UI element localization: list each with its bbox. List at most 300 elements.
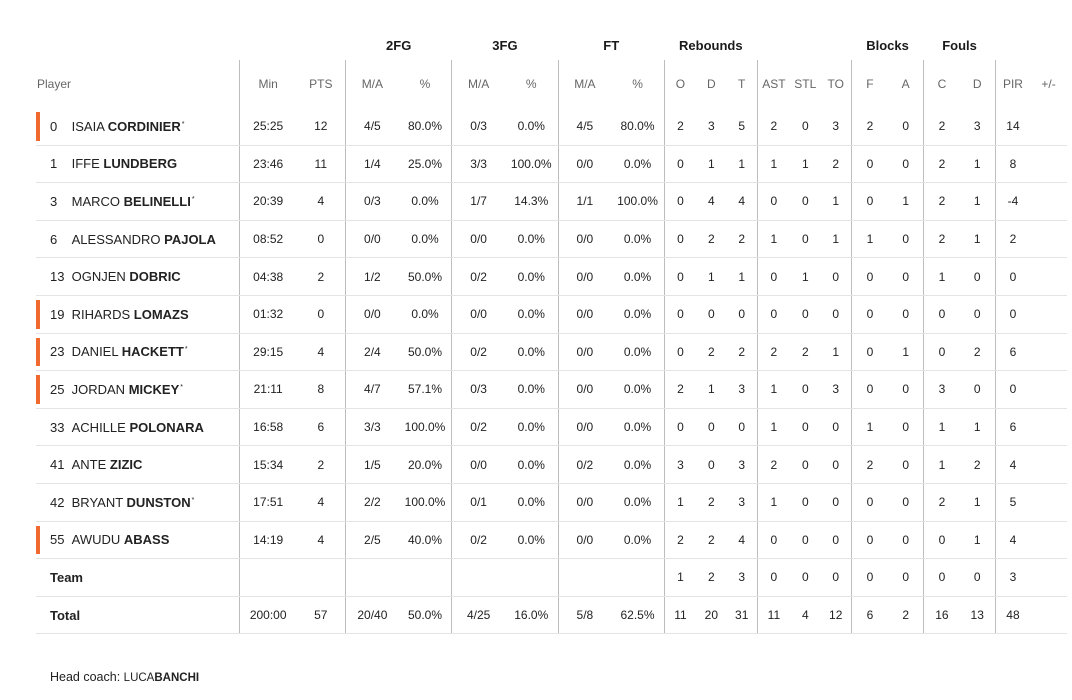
stat-ft-ma: 5/8 [558, 596, 611, 634]
stat-to: 1 [821, 183, 852, 221]
stat-fg2-ma: 2/5 [346, 521, 399, 559]
stat-reb-t: 2 [727, 333, 758, 371]
stat-foul-d: 1 [960, 220, 996, 258]
stat-fg3-ma: 0/3 [452, 371, 505, 409]
row-marker [36, 526, 40, 555]
stat-pir: 5 [995, 483, 1030, 521]
player-row [36, 258, 1067, 296]
total-row-label-cell [36, 596, 239, 634]
stat-fg3-pct: 0.0% [505, 333, 558, 371]
stat-fg3-pct: 0.0% [505, 108, 558, 145]
column-header-blk-a: A [901, 77, 910, 91]
stat-fg3-pct: 0.0% [505, 483, 558, 521]
stat-stl: 0 [790, 446, 821, 484]
player-number: 19 [50, 306, 65, 322]
player-first-name: RIHARDS [71, 306, 131, 322]
player-name[interactable] [36, 232, 216, 247]
box-score-body [36, 108, 1067, 634]
column-header-fg2-pct: % [419, 77, 431, 91]
player-last-name: CORDINIER [107, 118, 181, 134]
stat-pir: 0 [995, 371, 1030, 409]
column-header-min: Min [239, 60, 296, 108]
column-header-ft-pct: % [632, 77, 643, 91]
stat-blk-a: 0 [888, 559, 924, 597]
stat-fg3-ma: 4/25 [452, 596, 505, 634]
stat-ast: 1 [757, 145, 790, 183]
stat-min: 04:38 [239, 258, 296, 296]
stat-fg2-pct: 57.1% [399, 371, 452, 409]
stat-reb-t: 4 [727, 521, 758, 559]
starter-mark: * [180, 383, 183, 391]
stat-ft-pct: 0.0% [611, 258, 664, 296]
stat-pm [1030, 521, 1067, 559]
stat-fg3-pct [505, 559, 558, 597]
stat-pts [297, 559, 346, 597]
stat-pm [1030, 371, 1067, 409]
row-marker [36, 338, 40, 367]
group-header-3fg: 3FG [492, 37, 518, 53]
player-first-name: ACHILLE [71, 419, 126, 435]
stat-pts: 4 [297, 183, 346, 221]
stat-reb-t: 3 [727, 559, 758, 597]
starter-mark: * [181, 120, 185, 128]
stat-foul-c: 1 [924, 408, 960, 446]
player-row [36, 408, 1067, 446]
stat-pts: 2 [297, 446, 346, 484]
team-row [36, 559, 1067, 597]
total-row-label: Total [50, 607, 81, 623]
stat-reb-d: 3 [696, 108, 727, 145]
stat-fg3-ma: 0/3 [452, 108, 505, 145]
stat-ast: 2 [757, 333, 790, 371]
player-number: 33 [50, 419, 65, 435]
stat-to: 2 [821, 145, 852, 183]
stat-pir: 4 [995, 446, 1030, 484]
stat-reb-d: 0 [696, 408, 727, 446]
player-name[interactable] [36, 382, 183, 397]
group-header-blank [239, 30, 296, 60]
stat-foul-d: 2 [960, 446, 996, 484]
stat-blk-f: 0 [851, 559, 888, 597]
player-name[interactable] [36, 194, 195, 209]
column-header-pm: +/- [1041, 77, 1056, 91]
player-last-name: ABASS [123, 532, 170, 548]
stat-reb-o: 1 [664, 483, 696, 521]
player-number: 55 [50, 532, 65, 548]
stat-fg2-pct: 50.0% [399, 258, 452, 296]
stat-fg2-pct: 40.0% [399, 521, 452, 559]
player-row [36, 108, 1067, 145]
stat-stl: 0 [790, 295, 821, 333]
stat-reb-o: 0 [664, 145, 696, 183]
stat-foul-d: 1 [960, 145, 996, 183]
stat-ft-ma: 0/0 [558, 333, 611, 371]
stat-fg2-ma: 4/7 [346, 371, 399, 409]
stat-ft-pct: 80.0% [611, 108, 664, 145]
stat-pm [1030, 596, 1067, 634]
stat-ft-pct: 0.0% [611, 295, 664, 333]
stat-fg3-pct: 0.0% [505, 408, 558, 446]
stat-pm [1030, 108, 1067, 145]
column-header-reb-t: T [738, 77, 746, 91]
stat-reb-d: 2 [696, 220, 727, 258]
column-header-ast: AST [757, 60, 790, 108]
stat-to: 1 [821, 333, 852, 371]
head-coach-last-name: BANCHI [154, 672, 200, 684]
stat-fg3-pct: 0.0% [505, 446, 558, 484]
stat-reb-d: 0 [696, 446, 727, 484]
column-header-stl: STL [794, 77, 817, 91]
stat-reb-o: 2 [664, 371, 696, 409]
stat-foul-d: 1 [960, 521, 996, 559]
stat-pir: 48 [995, 596, 1030, 634]
stat-foul-c: 16 [924, 596, 960, 634]
stat-pm [1030, 220, 1067, 258]
stat-fg2-ma: 2/4 [346, 333, 399, 371]
stat-to: 1 [821, 220, 852, 258]
group-header-blocks: Blocks [866, 37, 909, 53]
stat-pm [1030, 559, 1067, 597]
player-first-name: ALESSANDRO [71, 231, 161, 247]
stat-reb-o: 3 [664, 446, 696, 484]
stat-blk-a: 0 [888, 371, 924, 409]
player-cell [36, 145, 239, 183]
player-last-name: LOMAZS [133, 306, 189, 322]
stat-ast: 11 [757, 596, 790, 634]
stat-min: 17:51 [239, 483, 296, 521]
column-header-fg3-pct: % [525, 77, 537, 91]
stat-reb-t: 0 [727, 408, 758, 446]
stat-fg3-pct: 0.0% [505, 258, 558, 296]
stat-pts: 4 [297, 333, 346, 371]
row-marker [36, 300, 40, 329]
stat-blk-f: 0 [851, 483, 888, 521]
starter-mark: * [184, 346, 188, 354]
column-header-reb-o: O [664, 60, 696, 108]
stat-foul-c: 0 [924, 559, 960, 597]
player-number: 6 [50, 231, 58, 247]
stat-pts: 12 [297, 108, 346, 145]
stat-fg3-ma [452, 559, 505, 597]
player-last-name: MICKEY [128, 381, 180, 397]
stat-blk-f: 0 [851, 183, 888, 221]
player-number: 25 [50, 381, 65, 397]
player-name[interactable] [36, 495, 194, 510]
stat-pir: 4 [995, 521, 1030, 559]
stat-ft-ma: 1/1 [558, 183, 611, 221]
player-number: 23 [50, 344, 65, 360]
stat-blk-f: 1 [851, 220, 888, 258]
stat-fg3-ma: 0/2 [452, 333, 505, 371]
stat-foul-d: 0 [960, 295, 996, 333]
stat-fg2-pct: 100.0% [399, 483, 452, 521]
player-number: 1 [50, 156, 58, 172]
stat-fg3-ma: 0/0 [452, 220, 505, 258]
player-number: 42 [50, 494, 65, 510]
stat-fg2-ma: 0/3 [346, 183, 399, 221]
stat-stl: 0 [790, 220, 821, 258]
player-last-name: HACKETT [121, 344, 184, 360]
stat-foul-c: 1 [924, 258, 960, 296]
stat-blk-f: 0 [851, 145, 888, 183]
stat-ast: 1 [757, 371, 790, 409]
stat-foul-d: 0 [960, 559, 996, 597]
stat-pts: 6 [297, 408, 346, 446]
stat-pir: 8 [995, 145, 1030, 183]
stat-fg2-ma: 4/5 [346, 108, 399, 145]
stat-min: 20:39 [239, 183, 296, 221]
stat-fg3-pct: 14.3% [505, 183, 558, 221]
stat-foul-c: 2 [924, 183, 960, 221]
player-name[interactable] [36, 269, 181, 284]
stat-blk-a: 2 [888, 596, 924, 634]
stat-foul-d: 13 [960, 596, 996, 634]
column-header-blk-f: F [851, 60, 888, 108]
stat-ft-ma: 0/0 [558, 408, 611, 446]
stat-pir: 14 [995, 108, 1030, 145]
starter-mark: * [191, 496, 195, 504]
stat-ast: 2 [757, 108, 790, 145]
stat-fg2-pct: 25.0% [399, 145, 452, 183]
player-first-name: DANIEL [71, 344, 119, 360]
stat-pir: 3 [995, 559, 1030, 597]
stat-ft-pct: 62.5% [611, 596, 664, 634]
player-cell [36, 333, 239, 371]
stat-min: 200:00 [239, 596, 296, 634]
stat-foul-d: 0 [960, 258, 996, 296]
stat-pts: 57 [297, 596, 346, 634]
stat-ft-pct: 100.0% [611, 183, 664, 221]
player-name[interactable] [36, 156, 177, 171]
stat-pm [1030, 333, 1067, 371]
stat-blk-f: 1 [851, 408, 888, 446]
stat-reb-t: 1 [727, 258, 758, 296]
stat-reb-o: 1 [664, 559, 696, 597]
player-name[interactable] [36, 420, 204, 435]
stat-fg3-ma: 0/0 [452, 295, 505, 333]
group-header-2fg: 2FG [386, 37, 412, 53]
stat-reb-d: 2 [696, 333, 727, 371]
stat-reb-o: 0 [664, 258, 696, 296]
column-header-foul-c: C [924, 60, 960, 108]
stat-reb-t: 1 [727, 145, 758, 183]
stat-fg2-pct: 0.0% [399, 295, 452, 333]
stat-foul-c: 3 [924, 371, 960, 409]
stat-pir: 6 [995, 408, 1030, 446]
stat-blk-a: 0 [888, 108, 924, 145]
stat-foul-c: 2 [924, 108, 960, 145]
stat-blk-a: 0 [888, 446, 924, 484]
stat-blk-a: 0 [888, 220, 924, 258]
group-header-ft: FT [603, 37, 620, 53]
player-name[interactable] [36, 119, 184, 134]
stat-ft-pct: 0.0% [611, 220, 664, 258]
column-header-foul-d: D [972, 77, 982, 91]
stat-blk-a: 1 [888, 333, 924, 371]
stat-foul-c: 0 [924, 521, 960, 559]
stat-pir: 0 [995, 295, 1030, 333]
stat-fg2-pct: 50.0% [399, 333, 452, 371]
stat-fg2-ma: 0/0 [346, 220, 399, 258]
group-header-row [36, 30, 1067, 60]
player-last-name: ZIZIC [109, 457, 143, 473]
stat-stl: 4 [790, 596, 821, 634]
group-header-blank [297, 30, 346, 60]
player-name[interactable] [36, 532, 169, 547]
stat-stl: 2 [790, 333, 821, 371]
player-cell [36, 295, 239, 333]
player-last-name: BELINELLI [123, 193, 191, 209]
stat-fg2-ma: 0/0 [346, 295, 399, 333]
team-row-label-cell [36, 559, 239, 597]
stat-reb-d: 4 [696, 183, 727, 221]
stat-fg3-ma: 3/3 [452, 145, 505, 183]
stat-blk-f: 0 [851, 371, 888, 409]
player-row [36, 220, 1067, 258]
stat-blk-a: 0 [888, 521, 924, 559]
stat-fg3-pct: 0.0% [505, 295, 558, 333]
player-first-name: BRYANT [71, 494, 123, 510]
player-name[interactable] [36, 457, 142, 472]
stat-foul-d: 2 [960, 333, 996, 371]
stat-foul-c: 2 [924, 220, 960, 258]
box-score-table [36, 30, 1067, 634]
stat-blk-f: 2 [851, 446, 888, 484]
stat-fg3-ma: 0/2 [452, 408, 505, 446]
stat-ft-ma: 0/0 [558, 371, 611, 409]
stat-reb-d: 1 [696, 371, 727, 409]
head-coach-first-name: LUCA [123, 672, 155, 684]
stat-fg3-ma: 0/0 [452, 446, 505, 484]
stat-min: 16:58 [239, 408, 296, 446]
player-row [36, 295, 1067, 333]
stat-reb-d: 20 [696, 596, 727, 634]
stat-fg2-ma: 20/40 [346, 596, 399, 634]
stat-ast: 2 [757, 446, 790, 484]
column-header-player: Player [37, 77, 72, 91]
stat-fg2-pct: 50.0% [399, 596, 452, 634]
player-first-name: ANTE [71, 457, 107, 473]
stat-to: 0 [821, 295, 852, 333]
stat-ast: 0 [757, 295, 790, 333]
stat-blk-f: 2 [851, 108, 888, 145]
stat-to: 0 [821, 559, 852, 597]
stat-fg2-pct: 0.0% [399, 183, 452, 221]
stat-blk-f: 0 [851, 295, 888, 333]
column-header-row [36, 60, 1067, 108]
stat-ft-ma: 0/0 [558, 220, 611, 258]
team-row-label: Team [50, 569, 83, 585]
stat-to: 0 [821, 258, 852, 296]
stat-ft-ma: 4/5 [558, 108, 611, 145]
row-marker [36, 112, 40, 141]
stat-pts: 4 [297, 521, 346, 559]
stat-fg2-ma: 1/5 [346, 446, 399, 484]
stat-reb-o: 0 [664, 295, 696, 333]
player-first-name: ISAIA [71, 118, 105, 134]
stat-foul-c: 2 [924, 145, 960, 183]
player-cell [36, 371, 239, 409]
stat-pm [1030, 145, 1067, 183]
stat-reb-o: 2 [664, 521, 696, 559]
player-first-name: AWUDU [71, 532, 121, 548]
player-first-name: JORDAN [71, 381, 126, 397]
stat-to: 0 [821, 483, 852, 521]
stat-to: 3 [821, 371, 852, 409]
stat-fg3-pct: 0.0% [505, 371, 558, 409]
stat-ft-ma: 0/0 [558, 145, 611, 183]
stat-pts: 0 [297, 220, 346, 258]
stat-ft-ma: 0/0 [558, 258, 611, 296]
column-header-fg2-ma: M/A [346, 60, 399, 108]
player-name[interactable] [36, 307, 189, 322]
stat-foul-d: 1 [960, 483, 996, 521]
stat-ast: 0 [757, 258, 790, 296]
stat-min: 08:52 [239, 220, 296, 258]
stat-ft-pct: 0.0% [611, 333, 664, 371]
player-row [36, 333, 1067, 371]
stat-stl: 0 [790, 559, 821, 597]
player-cell [36, 521, 239, 559]
stat-ast: 0 [757, 559, 790, 597]
stat-reb-d: 2 [696, 521, 727, 559]
stat-pir: -4 [995, 183, 1030, 221]
stat-fg2-ma [346, 559, 399, 597]
stat-fg2-ma: 3/3 [346, 408, 399, 446]
stat-ft-ma [558, 559, 611, 597]
stat-pts: 4 [297, 483, 346, 521]
stat-min: 23:46 [239, 145, 296, 183]
player-row [36, 521, 1067, 559]
stat-pm [1030, 483, 1067, 521]
stat-pm [1030, 446, 1067, 484]
stat-to: 3 [821, 108, 852, 145]
stat-foul-d: 0 [960, 371, 996, 409]
stat-reb-t: 3 [727, 483, 758, 521]
player-last-name: LUNDBERG [103, 156, 178, 172]
stat-ft-pct [611, 559, 664, 597]
stat-ft-pct: 0.0% [611, 371, 664, 409]
player-row [36, 183, 1067, 221]
group-header-fouls: Fouls [942, 37, 977, 53]
player-name[interactable] [36, 344, 188, 359]
player-cell [36, 108, 239, 145]
stat-reb-d: 0 [696, 295, 727, 333]
stat-reb-d: 2 [696, 483, 727, 521]
stat-stl: 0 [790, 408, 821, 446]
player-number: 41 [50, 457, 65, 473]
stat-ast: 0 [757, 521, 790, 559]
stat-ast: 1 [757, 408, 790, 446]
player-last-name: POLONARA [129, 419, 204, 435]
stat-fg3-ma: 0/2 [452, 521, 505, 559]
player-row [36, 483, 1067, 521]
stat-ft-ma: 0/0 [558, 295, 611, 333]
stat-fg2-ma: 1/4 [346, 145, 399, 183]
stat-foul-d: 1 [960, 408, 996, 446]
stat-to: 12 [821, 596, 852, 634]
stat-fg3-pct: 0.0% [505, 521, 558, 559]
stat-fg3-ma: 0/1 [452, 483, 505, 521]
stat-to: 0 [821, 521, 852, 559]
stat-reb-t: 5 [727, 108, 758, 145]
stat-blk-f: 0 [851, 521, 888, 559]
stat-reb-o: 0 [664, 408, 696, 446]
stat-pm [1030, 183, 1067, 221]
player-number: 0 [50, 118, 58, 134]
player-first-name: MARCO [71, 193, 121, 209]
column-header-fg3-ma: M/A [452, 60, 505, 108]
